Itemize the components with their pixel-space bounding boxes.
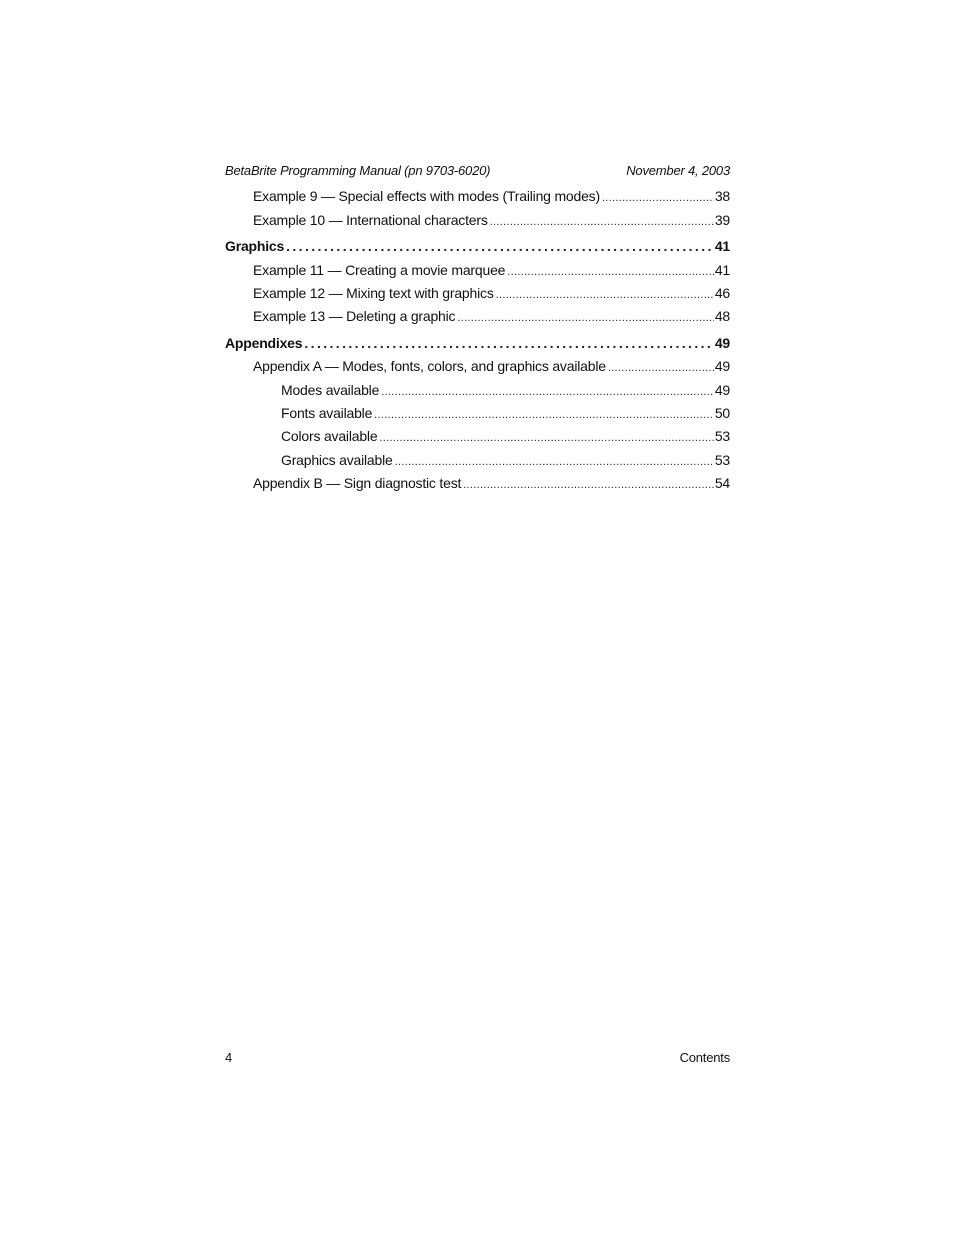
toc-entry-page: 49 <box>714 335 730 351</box>
toc-leader-dots <box>490 216 714 228</box>
toc-leader-dots <box>381 386 714 398</box>
toc-entry[interactable] <box>253 212 730 228</box>
toc-entry[interactable] <box>253 188 730 204</box>
toc-leader-dots <box>496 289 714 301</box>
toc-entry-label: Appendix A — Modes, fonts, colors, and graphics available <box>253 358 606 374</box>
toc-entry-page: 53 <box>714 452 730 468</box>
toc-section-entry[interactable] <box>225 335 730 351</box>
toc-entry-label: Appendix B — Sign diagnostic test <box>253 475 462 491</box>
toc-entry[interactable] <box>253 475 730 491</box>
toc-entry-label: Fonts available <box>281 405 373 421</box>
toc-leader-dots <box>608 362 714 374</box>
toc-subentry[interactable] <box>281 452 730 468</box>
toc-entry-label: Graphics <box>225 238 285 254</box>
toc-section-entry[interactable] <box>225 238 730 254</box>
toc-entry-page: 39 <box>714 212 730 228</box>
header-title: BetaBrite Programming Manual (pn 9703-6020) <box>225 163 491 178</box>
toc-leader-dots <box>379 432 713 444</box>
toc-entry-page: 53 <box>714 428 730 444</box>
toc-entry-label: Example 12 — Mixing text with graphics <box>253 285 494 301</box>
header-date: November 4, 2003 <box>626 163 730 178</box>
running-header <box>225 163 730 178</box>
footer-page-number: 4 <box>225 1050 233 1065</box>
toc-entry-label: Example 9 — Special effects with modes (Trailing modes) <box>253 188 600 204</box>
toc-subentry[interactable] <box>281 428 730 444</box>
toc-entry-page: 49 <box>714 382 730 398</box>
footer-section-name: Contents <box>679 1050 730 1065</box>
toc-leader-dots <box>602 192 714 204</box>
toc-leader-dots <box>304 335 713 351</box>
toc-leader-dots <box>286 238 714 254</box>
toc-entry-label: Appendixes <box>225 335 303 351</box>
toc-entry-page: 48 <box>714 308 730 324</box>
toc-leader-dots <box>395 456 714 468</box>
toc-subentry[interactable] <box>281 382 730 398</box>
toc-entry-page: 50 <box>714 405 730 421</box>
toc-leader-dots <box>457 312 713 324</box>
toc-entry-page: 46 <box>714 285 730 301</box>
toc-entry-page: 38 <box>714 188 730 204</box>
toc-entry-page: 41 <box>714 238 730 254</box>
toc-leader-dots <box>507 266 714 278</box>
toc-entry[interactable] <box>253 358 730 374</box>
toc-leader-dots <box>463 479 714 491</box>
toc-leader-dots <box>374 409 714 421</box>
toc-entry-label: Colors available <box>281 428 378 444</box>
toc-subentry[interactable] <box>281 405 730 421</box>
toc-entry-page: 54 <box>714 475 730 491</box>
toc-entry-label: Example 10 — International characters <box>253 212 488 228</box>
toc-entry-label: Example 11 — Creating a movie marquee <box>253 262 506 278</box>
running-footer <box>225 1050 730 1065</box>
toc-entry-page: 49 <box>714 358 730 374</box>
toc-entry-label: Graphics available <box>281 452 393 468</box>
toc-entry-label: Example 13 — Deleting a graphic <box>253 308 456 324</box>
toc-entry[interactable] <box>253 308 730 324</box>
toc-entry-label: Modes available <box>281 382 380 398</box>
toc-entry[interactable] <box>253 285 730 301</box>
toc-entry-page: 41 <box>714 262 730 278</box>
toc-entry[interactable] <box>253 262 730 278</box>
